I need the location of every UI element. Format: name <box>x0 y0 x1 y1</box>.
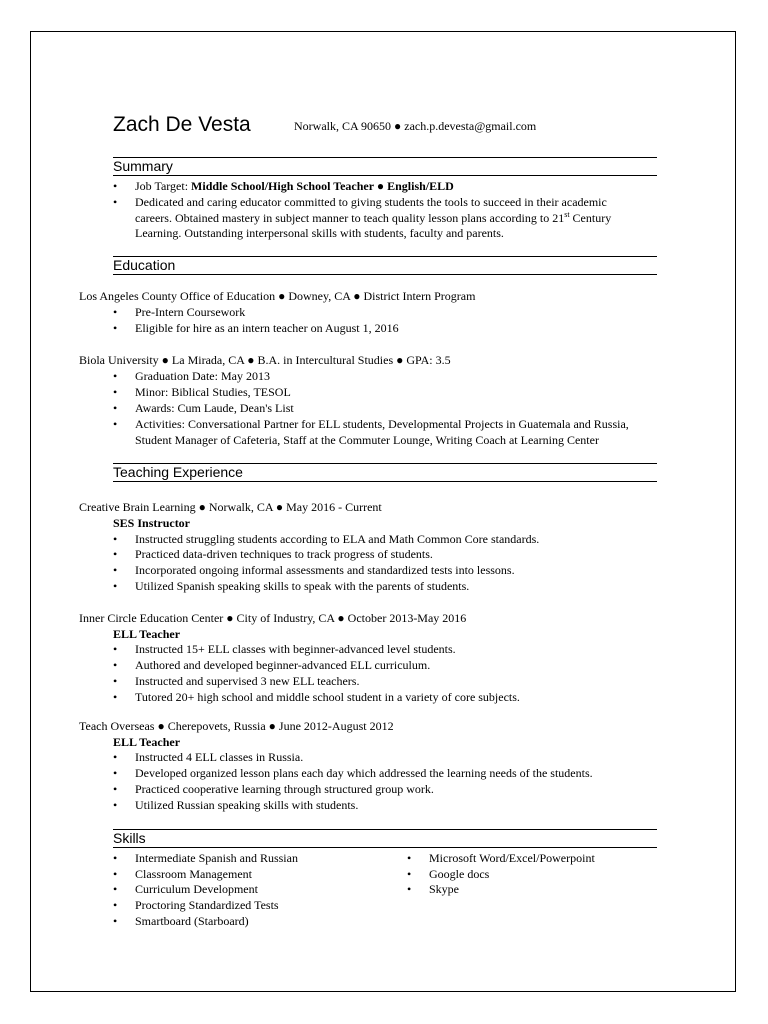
list-item: • Activities: Conversational Partner for ELL students, Developmental Projects in Guatemala and Russia, Student Manager of Cafeteria, Staff at the Commuter Lounge, Writing Coach at Learning Center <box>113 417 629 447</box>
bullet-icon: • <box>407 867 412 881</box>
list-item: • Utilized Russian speaking skills with students. <box>113 798 359 812</box>
bullet-icon: • <box>113 401 118 415</box>
list-item: • Instructed 15+ ELL classes with beginner-advanced level students. <box>113 642 456 656</box>
bullet-icon: • <box>113 898 118 912</box>
section-header-education <box>113 256 657 275</box>
bullet-icon: • <box>113 690 118 704</box>
bullet-icon: • <box>113 882 118 896</box>
bullet-icon: • <box>113 417 118 431</box>
job-heading: Creative Brain Learning ● Norwalk, CA ● May 2016 - Current <box>79 500 382 514</box>
bullet-icon: • <box>113 642 118 656</box>
bullet-icon: • <box>113 369 118 383</box>
list-item: • Instructed and supervised 3 new ELL teachers. <box>113 674 360 688</box>
section-header-experience <box>113 463 657 482</box>
list-item: • Minor: Biblical Studies, TESOL <box>113 385 291 399</box>
bullet-icon: • <box>113 532 118 546</box>
section-title: Education <box>113 257 176 273</box>
resume-page <box>30 31 736 992</box>
list-item: • Proctoring Standardized Tests <box>113 898 279 912</box>
bullet-icon: • <box>113 798 118 812</box>
list-item: • Curriculum Development <box>113 882 258 896</box>
list-item: • Skype <box>407 882 459 896</box>
bullet-icon: • <box>407 882 412 896</box>
list-item: • Microsoft Word/Excel/Powerpoint <box>407 851 595 865</box>
bullet-icon: • <box>113 750 118 764</box>
job-heading: Inner Circle Education Center ● City of Industry, CA ● October 2013-May 2016 <box>79 611 467 625</box>
job-role: ELL Teacher <box>113 735 181 749</box>
bullet-icon: • <box>113 782 118 796</box>
section-title: Summary <box>113 158 173 174</box>
list-item: • Tutored 20+ high school and middle school student in a variety of core subjects. <box>113 690 520 704</box>
summary-target: • Job Target: Middle School/High School Teacher ● English/ELD <box>113 179 454 193</box>
list-item: • Smartboard (Starboard) <box>113 914 249 928</box>
list-item: • Intermediate Spanish and Russian <box>113 851 298 865</box>
education-heading: Biola University ● La Mirada, CA ● B.A. in Intercultural Studies ● GPA: 3.5 <box>79 353 451 367</box>
list-item: • Instructed 4 ELL classes in Russia. <box>113 750 304 764</box>
bullet-icon: • <box>113 195 118 209</box>
list-item: • Practiced cooperative learning through structured group work. <box>113 782 434 796</box>
list-item: • Classroom Management <box>113 867 252 881</box>
bullet-icon: • <box>113 867 118 881</box>
contact-info: Norwalk, CA 90650 ● zach.p.devesta@gmail.com <box>294 119 537 133</box>
list-item: • Eligible for hire as an intern teacher on August 1, 2016 <box>113 321 399 335</box>
job-role: ELL Teacher <box>113 627 181 641</box>
bullet-icon: • <box>113 385 118 399</box>
list-item: • Practiced data-driven techniques to track progress of students. <box>113 547 433 561</box>
section-title: Teaching Experience <box>113 464 243 480</box>
list-item: • Awards: Cum Laude, Dean's List <box>113 401 294 415</box>
job-role: SES Instructor <box>113 516 191 530</box>
bullet-icon: • <box>113 851 118 865</box>
bullet-icon: • <box>113 674 118 688</box>
list-item: • Incorporated ongoing informal assessments and standardized tests into lessons. <box>113 563 515 577</box>
list-item: • Pre-Intern Coursework <box>113 305 246 319</box>
bullet-icon: • <box>113 579 118 593</box>
bullet-icon: • <box>113 914 118 928</box>
section-header-skills <box>113 829 657 848</box>
list-item: • Graduation Date: May 2013 <box>113 369 270 383</box>
bullet-icon: • <box>113 547 118 561</box>
bullet-icon: • <box>113 563 118 577</box>
list-item: • Developed organized lesson plans each day which addressed the learning needs of the students. <box>113 766 593 780</box>
bullet-icon: • <box>113 179 118 193</box>
section-header-summary <box>113 157 657 176</box>
candidate-name: Zach De Vesta <box>113 113 251 136</box>
bullet-icon: • <box>113 305 118 319</box>
section-title: Skills <box>113 830 146 846</box>
list-item: • Instructed struggling students according to ELA and Math Common Core standards. <box>113 532 540 546</box>
list-item: • Utilized Spanish speaking skills to speak with the parents of students. <box>113 579 470 593</box>
education-heading: Los Angeles County Office of Education ● Downey, CA ● District Intern Program <box>79 289 476 303</box>
list-item: • Google docs <box>407 867 490 881</box>
summary-description: • Dedicated and caring educator committed to giving students the tools to succeed in their academic careers. Obtained mastery in subject manner to teach quality lesson plans according to 21st Century Learning. Outstanding interpersonal skills with students, faculty and parents. <box>113 195 612 240</box>
bullet-icon: • <box>113 321 118 335</box>
bullet-icon: • <box>113 658 118 672</box>
bullet-icon: • <box>113 766 118 780</box>
bullet-icon: • <box>407 851 412 865</box>
job-heading: Teach Overseas ● Cherepovets, Russia ● June 2012-August 2012 <box>79 719 394 733</box>
list-item: • Authored and developed beginner-advanced ELL curriculum. <box>113 658 431 672</box>
